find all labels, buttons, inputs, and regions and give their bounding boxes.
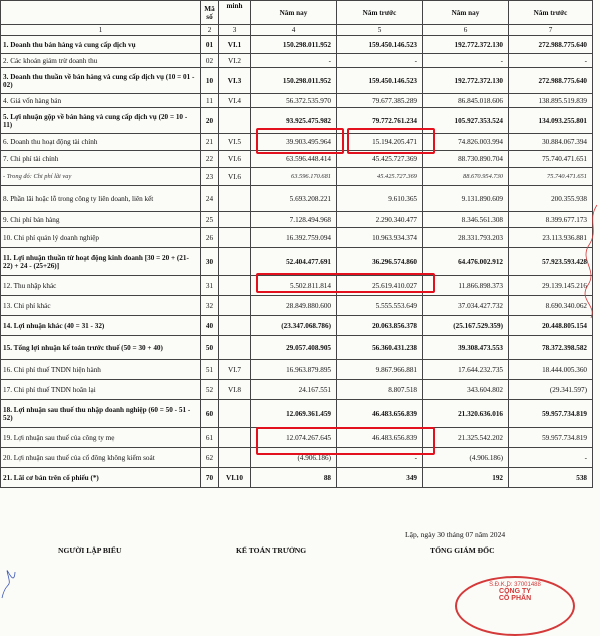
row-code: 21 bbox=[201, 134, 219, 151]
value-prior-2: 59.957.734.819 bbox=[509, 400, 593, 428]
row-label: 9. Chi phí bán hàng bbox=[1, 212, 201, 228]
value-prior-2: 23.113.936.881 bbox=[509, 228, 593, 248]
value-prior-2: 8.690.340.062 bbox=[509, 296, 593, 316]
value-prior-2: 18.444.005.360 bbox=[509, 360, 593, 380]
value-current-1: 56.372.535.970 bbox=[251, 94, 337, 108]
header-note: minh bbox=[219, 1, 251, 25]
row-note bbox=[219, 448, 251, 468]
value-current-2: 74.826.003.994 bbox=[423, 134, 509, 151]
row-label: 5. Lợi nhuận gộp về bán hàng và cung cấp dịch vụ (20 = 10 - 11) bbox=[1, 108, 201, 134]
value-current-2: (4.906.186) bbox=[423, 448, 509, 468]
value-current-1: 52.404.477.691 bbox=[251, 248, 337, 276]
value-current-1: (4.906.186) bbox=[251, 448, 337, 468]
value-prior-1: 159.450.146.523 bbox=[337, 36, 423, 54]
value-prior-1: 25.619.410.027 bbox=[337, 276, 423, 296]
row-label: 17. Chi phí thuế TNDN hoãn lại bbox=[1, 380, 201, 400]
value-current-2: 343.604.802 bbox=[423, 380, 509, 400]
row-label: 6. Doanh thu hoạt động tài chính bbox=[1, 134, 201, 151]
table-row bbox=[1, 36, 593, 54]
row-note: VI.7 bbox=[219, 360, 251, 380]
value-current-2: 17.644.232.735 bbox=[423, 360, 509, 380]
row-note: VI.6 bbox=[219, 168, 251, 186]
row-note bbox=[219, 248, 251, 276]
highlight-box-gross-profit-current bbox=[256, 128, 344, 154]
value-current-1: 39.903.495.964 bbox=[251, 134, 337, 151]
table-row bbox=[1, 380, 593, 400]
value-prior-2: 57.923.593.428 bbox=[509, 248, 593, 276]
row-code: 51 bbox=[201, 360, 219, 380]
general-director-title: TỔNG GIÁM ĐỐC bbox=[430, 546, 495, 555]
row-label: 8. Phần lãi hoặc lỗ trong công ty liên doanh, liên kết bbox=[1, 186, 201, 212]
table-row bbox=[1, 400, 593, 428]
row-label: 11. Lợi nhuận thuần từ hoạt động kinh doanh [30 = 20 + (21-22) + 24 - (25+26)] bbox=[1, 248, 201, 276]
value-current-1: 7.128.494.968 bbox=[251, 212, 337, 228]
value-current-1: (23.347.068.786) bbox=[251, 316, 337, 336]
value-current-1: 16.392.759.094 bbox=[251, 228, 337, 248]
row-label: 21. Lãi cơ bản trên cổ phiếu (*) bbox=[1, 468, 201, 488]
row-code: 70 bbox=[201, 468, 219, 488]
value-prior-2: 200.355.938 bbox=[509, 186, 593, 212]
value-current-2: 37.034.427.732 bbox=[423, 296, 509, 316]
colnum: 6 bbox=[423, 25, 509, 36]
row-code: 40 bbox=[201, 316, 219, 336]
value-prior-1: 36.296.574.860 bbox=[337, 248, 423, 276]
value-current-2: 105.927.353.524 bbox=[423, 108, 509, 134]
header-code: Mã số bbox=[201, 1, 219, 25]
value-prior-2: 75.740.471.651 bbox=[509, 168, 593, 186]
row-label: 4. Giá vốn hàng bán bbox=[1, 94, 201, 108]
value-current-2: 8.346.561.308 bbox=[423, 212, 509, 228]
row-code: 10 bbox=[201, 68, 219, 94]
chief-accountant-title: KẾ TOÁN TRƯỞNG bbox=[236, 546, 307, 555]
row-label: 18. Lợi nhuận sau thuế thu nhập doanh nghiệp (60 = 50 - 51 - 52) bbox=[1, 400, 201, 428]
row-code: 24 bbox=[201, 186, 219, 212]
value-current-1: - bbox=[251, 54, 337, 68]
row-code: 50 bbox=[201, 336, 219, 360]
report-date: Lập, ngày 30 tháng 07 năm 2024 bbox=[405, 530, 506, 539]
value-prior-1: - bbox=[337, 448, 423, 468]
value-prior-1: 45.425.727.369 bbox=[337, 168, 423, 186]
value-prior-2: 59.957.734.819 bbox=[509, 428, 593, 448]
value-prior-2: (29.341.597) bbox=[509, 380, 593, 400]
preparer-title: NGƯỜI LẬP BIỂU bbox=[58, 546, 122, 555]
header-blank bbox=[1, 1, 201, 25]
value-prior-2: 75.740.471.651 bbox=[509, 151, 593, 168]
row-note bbox=[219, 212, 251, 228]
value-prior-2: - bbox=[509, 54, 593, 68]
row-note: VI.8 bbox=[219, 380, 251, 400]
column-number-row bbox=[1, 25, 593, 36]
header-year-current-2: Năm nay bbox=[423, 1, 509, 25]
row-label: 12. Thu nhập khác bbox=[1, 276, 201, 296]
value-current-1: 12.074.267.645 bbox=[251, 428, 337, 448]
row-note bbox=[219, 228, 251, 248]
value-current-2: 88.670.954.730 bbox=[423, 168, 509, 186]
row-note: VI.10 bbox=[219, 468, 251, 488]
row-label: 7. Chi phí tài chính bbox=[1, 151, 201, 168]
value-current-1: 5.693.208.221 bbox=[251, 186, 337, 212]
row-note bbox=[219, 186, 251, 212]
row-label: 3. Doanh thu thuần về bán hàng và cung cấp dịch vụ (10 = 01 - 02) bbox=[1, 68, 201, 94]
value-current-2: 88.730.890.704 bbox=[423, 151, 509, 168]
highlight-box-net-profit bbox=[256, 427, 435, 455]
value-current-1: 24.167.551 bbox=[251, 380, 337, 400]
value-current-1: 150.298.011.952 bbox=[251, 36, 337, 54]
table-row bbox=[1, 296, 593, 316]
row-code: 60 bbox=[201, 400, 219, 428]
company-seal: S.Đ.K.D: 37001488 CÔNG TY CỔ PHẦN bbox=[455, 576, 575, 636]
row-code: 26 bbox=[201, 228, 219, 248]
table-row bbox=[1, 186, 593, 212]
row-code: 22 bbox=[201, 151, 219, 168]
row-note bbox=[219, 400, 251, 428]
row-code: 23 bbox=[201, 168, 219, 186]
value-prior-2: 29.139.145.216 bbox=[509, 276, 593, 296]
value-prior-2: 20.448.805.154 bbox=[509, 316, 593, 336]
value-current-2: (25.167.529.359) bbox=[423, 316, 509, 336]
row-note: VI.2 bbox=[219, 54, 251, 68]
value-current-2: 9.131.890.609 bbox=[423, 186, 509, 212]
row-note bbox=[219, 428, 251, 448]
value-current-1: 29.057.408.905 bbox=[251, 336, 337, 360]
row-code: 52 bbox=[201, 380, 219, 400]
colnum: 2 bbox=[201, 25, 219, 36]
header-year-current-1: Năm nay bbox=[251, 1, 337, 25]
row-label: 20. Lợi nhuận sau thuế của cổ đông không kiểm soát bbox=[1, 448, 201, 468]
value-current-1: 16.963.879.895 bbox=[251, 360, 337, 380]
value-current-1: 63.596.448.414 bbox=[251, 151, 337, 168]
row-code: 62 bbox=[201, 448, 219, 468]
value-current-1: 12.069.361.459 bbox=[251, 400, 337, 428]
row-label: 19. Lợi nhuận sau thuế của công ty mẹ bbox=[1, 428, 201, 448]
value-current-1: 28.849.880.600 bbox=[251, 296, 337, 316]
row-label: 15. Tổng lợi nhuận kế toán trước thuế (50 = 30 + 40) bbox=[1, 336, 201, 360]
row-code: 61 bbox=[201, 428, 219, 448]
table-row bbox=[1, 336, 593, 360]
value-current-2: 21.325.542.202 bbox=[423, 428, 509, 448]
value-prior-2: 138.895.519.839 bbox=[509, 94, 593, 108]
value-current-2: - bbox=[423, 54, 509, 68]
table-header-row bbox=[1, 1, 593, 25]
table-row bbox=[1, 212, 593, 228]
row-note bbox=[219, 276, 251, 296]
value-current-1: 93.925.475.982 bbox=[251, 108, 337, 134]
value-prior-1: 2.290.340.477 bbox=[337, 212, 423, 228]
value-prior-2: - bbox=[509, 448, 593, 468]
value-prior-2: 8.399.677.173 bbox=[509, 212, 593, 228]
value-prior-2: 134.093.255.801 bbox=[509, 108, 593, 134]
value-prior-1: 56.360.431.238 bbox=[337, 336, 423, 360]
row-label: 16. Chi phí thuế TNDN hiện hành bbox=[1, 360, 201, 380]
row-label: 13. Chi phí khác bbox=[1, 296, 201, 316]
highlight-box-other-income bbox=[256, 273, 435, 293]
row-code: 02 bbox=[201, 54, 219, 68]
row-note bbox=[219, 316, 251, 336]
value-prior-1: 20.063.856.378 bbox=[337, 316, 423, 336]
table-row bbox=[1, 228, 593, 248]
table-row bbox=[1, 68, 593, 94]
row-code: 30 bbox=[201, 248, 219, 276]
value-prior-1: 15.194.205.471 bbox=[337, 134, 423, 151]
value-prior-1: 5.555.553.649 bbox=[337, 296, 423, 316]
row-label: - Trong đó: Chi phí lãi vay bbox=[1, 168, 201, 186]
value-prior-2: 30.884.067.394 bbox=[509, 134, 593, 151]
row-note: VI.5 bbox=[219, 134, 251, 151]
colnum: 3 bbox=[219, 25, 251, 36]
value-current-1: 5.502.811.814 bbox=[251, 276, 337, 296]
value-prior-1: 79.677.385.289 bbox=[337, 94, 423, 108]
table-row bbox=[1, 94, 593, 108]
row-note bbox=[219, 336, 251, 360]
row-label: 1. Doanh thu bán hàng và cung cấp dịch vụ bbox=[1, 36, 201, 54]
value-current-2: 11.866.898.373 bbox=[423, 276, 509, 296]
value-current-1: 88 bbox=[251, 468, 337, 488]
row-label: 2. Các khoản giảm trừ doanh thu bbox=[1, 54, 201, 68]
value-current-2: 28.331.793.203 bbox=[423, 228, 509, 248]
colnum: 4 bbox=[251, 25, 337, 36]
value-prior-1: 9.610.365 bbox=[337, 186, 423, 212]
row-note: VI.3 bbox=[219, 68, 251, 94]
table-row bbox=[1, 316, 593, 336]
highlight-box-gross-profit-prior bbox=[347, 128, 435, 154]
colnum: 5 bbox=[337, 25, 423, 36]
table-row bbox=[1, 168, 593, 186]
value-current-1: 63.596.170.681 bbox=[251, 168, 337, 186]
handwritten-mark bbox=[583, 200, 600, 320]
table-row bbox=[1, 54, 593, 68]
row-code: 11 bbox=[201, 94, 219, 108]
header-year-prior-2: Năm trước bbox=[509, 1, 593, 25]
value-prior-1: 10.963.934.374 bbox=[337, 228, 423, 248]
value-current-2: 192.772.372.130 bbox=[423, 36, 509, 54]
row-label: 10. Chi phí quản lý doanh nghiệp bbox=[1, 228, 201, 248]
row-code: 32 bbox=[201, 296, 219, 316]
header-year-prior-1: Năm trước bbox=[337, 1, 423, 25]
value-current-2: 21.320.636.016 bbox=[423, 400, 509, 428]
row-label: 14. Lợi nhuận khác (40 = 31 - 32) bbox=[1, 316, 201, 336]
row-code: 25 bbox=[201, 212, 219, 228]
value-prior-1: 46.483.656.839 bbox=[337, 428, 423, 448]
table-row bbox=[1, 468, 593, 488]
table-row bbox=[1, 248, 593, 276]
value-prior-1: 45.425.727.369 bbox=[337, 151, 423, 168]
colnum: 1 bbox=[1, 25, 201, 36]
row-code: 01 bbox=[201, 36, 219, 54]
value-current-2: 39.308.473.553 bbox=[423, 336, 509, 360]
value-current-2: 86.845.018.606 bbox=[423, 94, 509, 108]
value-current-2: 192 bbox=[423, 468, 509, 488]
value-prior-2: 272.988.775.640 bbox=[509, 68, 593, 94]
value-prior-2: 538 bbox=[509, 468, 593, 488]
row-note bbox=[219, 296, 251, 316]
value-prior-1: 46.483.656.839 bbox=[337, 400, 423, 428]
row-note: VI.4 bbox=[219, 94, 251, 108]
value-current-2: 64.476.002.912 bbox=[423, 248, 509, 276]
signature-mark bbox=[0, 570, 16, 600]
value-prior-1: 349 bbox=[337, 468, 423, 488]
value-prior-1: - bbox=[337, 54, 423, 68]
value-current-1: 150.298.011.952 bbox=[251, 68, 337, 94]
value-current-2: 192.772.372.130 bbox=[423, 68, 509, 94]
colnum: 7 bbox=[509, 25, 593, 36]
value-prior-2: 272.988.775.640 bbox=[509, 36, 593, 54]
value-prior-1: 79.772.761.234 bbox=[337, 108, 423, 134]
value-prior-2: 78.372.398.582 bbox=[509, 336, 593, 360]
row-code: 20 bbox=[201, 108, 219, 134]
table-row bbox=[1, 360, 593, 380]
value-prior-1: 159.450.146.523 bbox=[337, 68, 423, 94]
row-note: VI.6 bbox=[219, 151, 251, 168]
row-note: VI.1 bbox=[219, 36, 251, 54]
row-note bbox=[219, 108, 251, 134]
value-prior-1: 8.807.518 bbox=[337, 380, 423, 400]
value-prior-1: 9.867.966.881 bbox=[337, 360, 423, 380]
row-code: 31 bbox=[201, 276, 219, 296]
